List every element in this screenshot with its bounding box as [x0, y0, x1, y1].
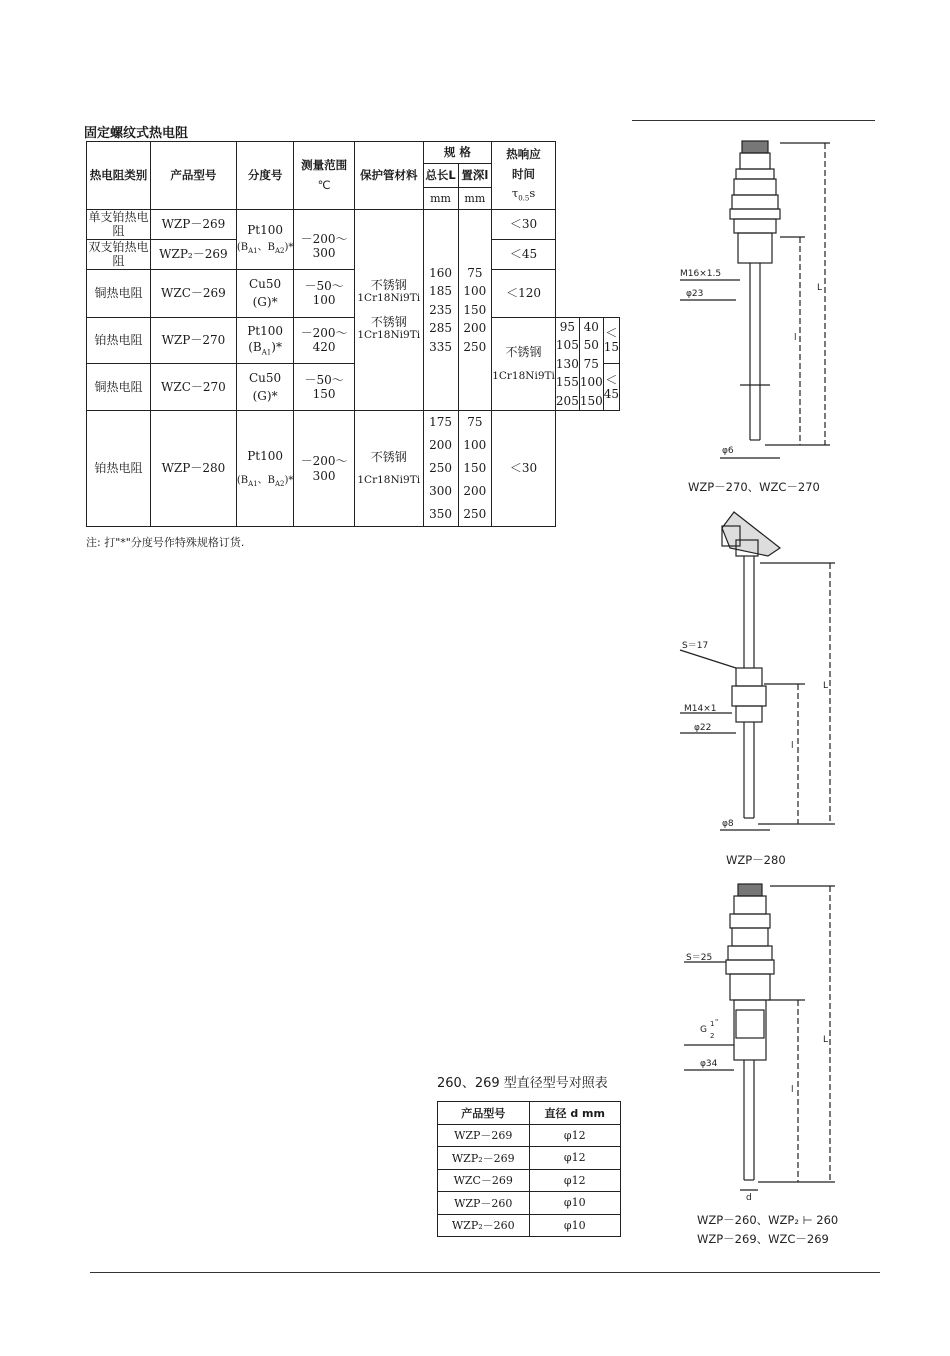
- dim-thread-den: 2: [710, 1032, 715, 1040]
- row-model: WZP－269: [150, 210, 236, 240]
- row-range: －50～100: [294, 269, 354, 317]
- dim-tip: d: [746, 1193, 752, 1203]
- row-grade: Cu50 (G)*: [236, 364, 294, 411]
- dim-L: L: [823, 1035, 829, 1045]
- caption-wzp-280: WZP－280: [726, 853, 786, 867]
- row-response: ＜45: [492, 239, 556, 269]
- diagram-wzp-260: [670, 880, 850, 1210]
- row-response: ＜15: [603, 317, 619, 364]
- lengths-group-1: 160 185 235 285 335: [423, 210, 458, 411]
- dim-l: l: [791, 1085, 794, 1095]
- row-response: ＜45: [603, 364, 619, 411]
- diagram-wzp-270: [670, 135, 850, 475]
- dim-L: L: [817, 283, 823, 293]
- spec-table: [86, 141, 620, 527]
- row-grade: Cu50 (G)*: [236, 269, 294, 317]
- header-depth-unit: mm: [458, 188, 492, 210]
- row-range: －200～420: [294, 317, 354, 364]
- row-response: ＜120: [492, 269, 556, 317]
- row-range: －200～300: [294, 210, 354, 270]
- header-response: 热响应 时间 $\tau_{0.5}s$: [492, 142, 556, 210]
- depths-group-3: 75 100 150 200 250: [458, 411, 492, 527]
- cmp-dia: φ12: [529, 1169, 620, 1192]
- row-model: WZP－270: [150, 317, 236, 364]
- caption-wzp-270: WZP－270、WZC－270: [688, 480, 820, 494]
- dim-thread: M16×1.5: [680, 269, 722, 279]
- row-material: 不锈钢 1Cr18Ni9Ti: [492, 317, 556, 411]
- diameter-table: [437, 1101, 621, 1237]
- caption-wzp-260: WZP－260、WZP₂ ⊢ 260: [697, 1213, 839, 1227]
- cmp-model: WZP－269: [438, 1124, 530, 1147]
- depths-group-1: 75 100 150 200 250: [458, 210, 492, 411]
- page-title: 固定螺纹式热电阻: [84, 126, 189, 141]
- row-response: ＜30: [492, 210, 556, 240]
- cmp-dia: φ10: [529, 1192, 620, 1215]
- cmp-model: WZC－269: [438, 1169, 530, 1192]
- row-grade: Pt100 ($B_{A1}$、$B_{A2})*$: [236, 210, 294, 270]
- header-model: 产品型号: [150, 142, 236, 210]
- row-type: 单支铂热电阻: [88, 210, 149, 239]
- bottom-rule: [90, 1272, 880, 1273]
- lengths-group-2: 95 105 130 155 205: [555, 317, 579, 411]
- cmp-model: WZP₂－269: [438, 1147, 530, 1170]
- dim-l: l: [794, 333, 797, 343]
- row-response: ＜30: [492, 411, 556, 527]
- diagram-wzp-280: [670, 508, 850, 838]
- dim-thread: G: [700, 1025, 707, 1035]
- dim-l: l: [791, 741, 794, 751]
- row-grade: Pt100 $(B_{A1})*$: [236, 317, 294, 364]
- cmp-dia: φ12: [529, 1124, 620, 1147]
- dim-thread: M14×1: [684, 704, 717, 714]
- row-model: WZP₂－269: [150, 239, 236, 269]
- dim-diameter: φ23: [686, 289, 704, 299]
- dim-L: L: [823, 681, 829, 691]
- cmp-header-model: 产品型号: [438, 1102, 530, 1125]
- cmp-model: WZP₂－260: [438, 1214, 530, 1237]
- header-spec: 规 格: [423, 142, 492, 164]
- row-model: WZC－269: [150, 269, 236, 317]
- footnote: 注: 打"*"分度号作特殊规格订货.: [86, 536, 245, 549]
- lengths-group-3: 175 200 250 300 350: [423, 411, 458, 527]
- cmp-dia: φ12: [529, 1147, 620, 1170]
- row-range: －50～150: [294, 364, 354, 411]
- top-rule-right: [632, 120, 875, 121]
- dim-tip: φ8: [722, 819, 734, 829]
- row-type: 铜热电阻: [87, 269, 151, 317]
- row-material: 不锈钢 1Cr18Ni9Ti 不锈钢 1Cr18Ni9Ti: [354, 210, 423, 411]
- dim-thread-mark: ": [715, 1018, 719, 1026]
- row-type: 铜热电阻: [87, 364, 151, 411]
- caption-wzp-269: WZP－269、WZC－269: [697, 1232, 829, 1246]
- header-grade: 分度号: [236, 142, 294, 210]
- row-type: 铂热电阻: [87, 411, 151, 527]
- row-material: 不锈钢 1Cr18Ni9Ti: [354, 411, 423, 527]
- row-grade: Pt100 ($B_{A1}$、$B_{A2})*$: [236, 411, 294, 527]
- dim-hex: S＝17: [682, 641, 709, 651]
- row-range: －200～300: [294, 411, 354, 527]
- cmp-header-dia: 直径 d mm: [529, 1102, 620, 1125]
- row-model: WZP－280: [150, 411, 236, 527]
- dim-hex: S＝25: [686, 953, 713, 963]
- dim-diameter: φ22: [694, 723, 712, 733]
- header-material: 保护管材料: [354, 142, 423, 210]
- cmp-model: WZP－260: [438, 1192, 530, 1215]
- dim-thread-num: 1: [710, 1020, 715, 1028]
- header-total-unit: mm: [423, 188, 458, 210]
- cmp-table-title: 260、269 型直径型号对照表: [437, 1076, 608, 1091]
- header-total-length: 总长L: [423, 164, 458, 188]
- header-depth: 置深l: [458, 164, 492, 188]
- dim-diameter: φ34: [700, 1059, 718, 1069]
- depths-group-2: 40 50 75 100 150: [579, 317, 603, 411]
- dim-tip: φ6: [722, 446, 734, 456]
- header-type: 热电阻类别: [87, 142, 151, 210]
- row-type: 铂热电阻: [87, 317, 151, 364]
- cmp-dia: φ10: [529, 1214, 620, 1237]
- row-model: WZC－270: [150, 364, 236, 411]
- header-range: 测量范围 ℃: [294, 142, 354, 210]
- row-type: 双支铂热电阻: [88, 239, 149, 269]
